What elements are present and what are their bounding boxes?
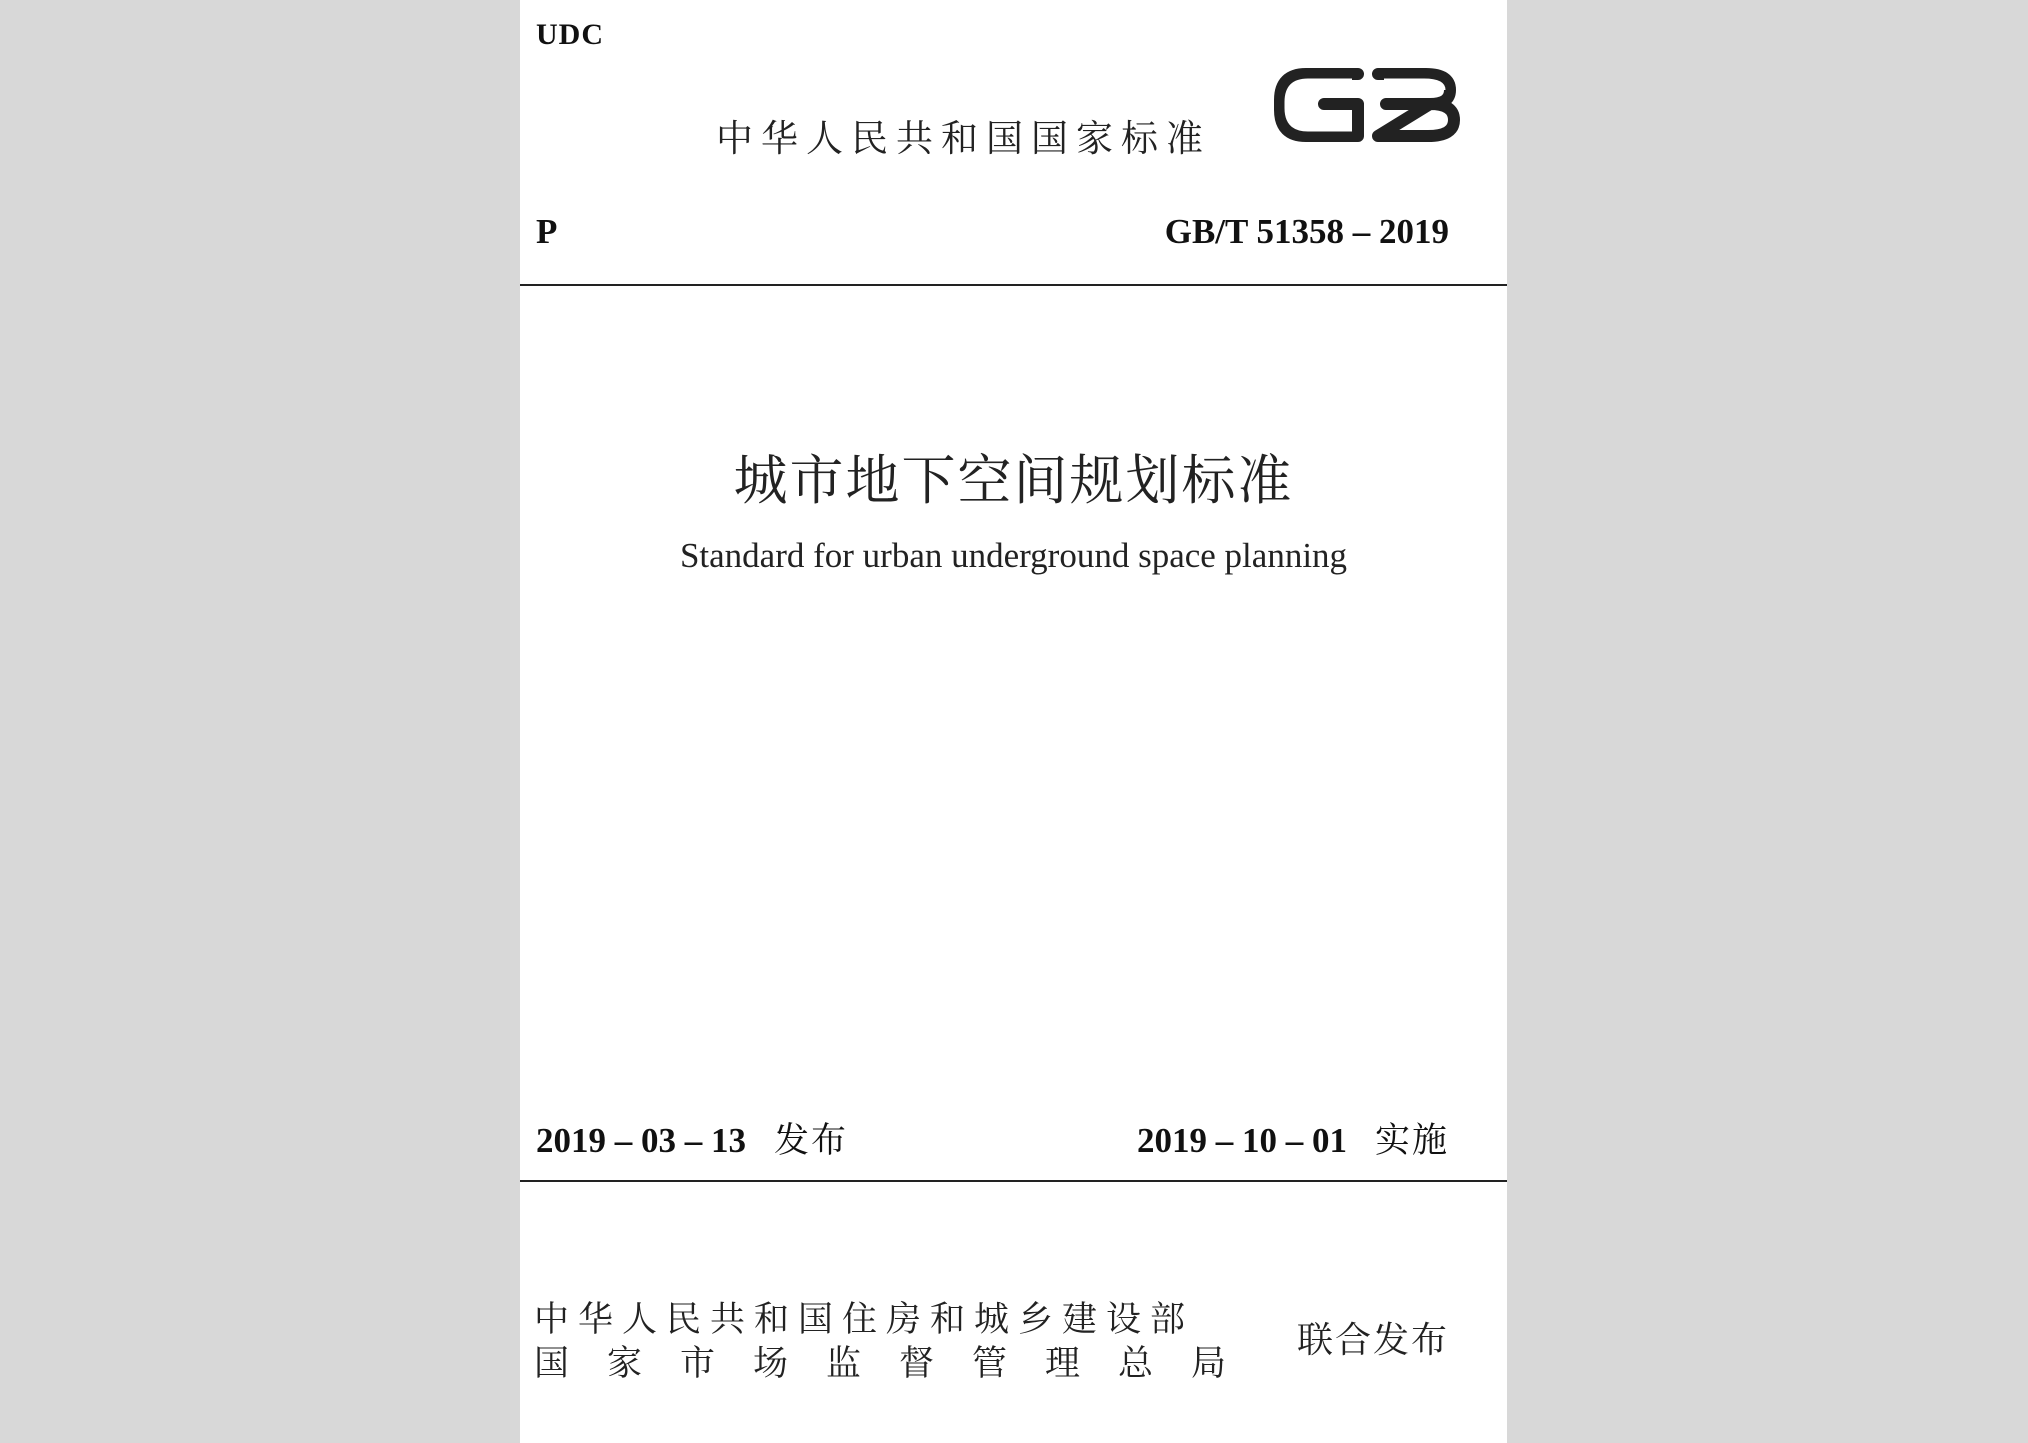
document-page [520, 0, 1507, 1443]
udc-label: UDC [536, 18, 604, 51]
national-standard-heading: 中华人民共和国国家标准 [716, 117, 1211, 160]
standard-number: GB/T 51358 – 2019 [1164, 212, 1449, 251]
joint-release-label: 联合发布 [1296, 1320, 1449, 1361]
publisher-ministry: 中华人民共和国住房和城乡建设部 [534, 1300, 1195, 1340]
gb-logo-icon [1266, 52, 1466, 156]
issue-label: 发布 [774, 1121, 849, 1161]
bottom-divider [520, 1180, 1507, 1182]
implementation-date: 2019 – 10 – 01 [1136, 1121, 1347, 1160]
title-english: Standard for urban underground space planning [679, 536, 1348, 575]
classification-letter: P [536, 212, 558, 251]
top-divider [520, 284, 1507, 286]
publisher-administration: 国家市场监督管理总局 [534, 1344, 1265, 1384]
implementation-date-row [1137, 1113, 1449, 1163]
title-chinese: 城市地下空间规划标准 [733, 451, 1294, 511]
implementation-label: 实施 [1374, 1121, 1449, 1161]
issue-date-row [536, 1113, 848, 1163]
issue-date: 2019 – 03 – 13 [536, 1121, 746, 1160]
